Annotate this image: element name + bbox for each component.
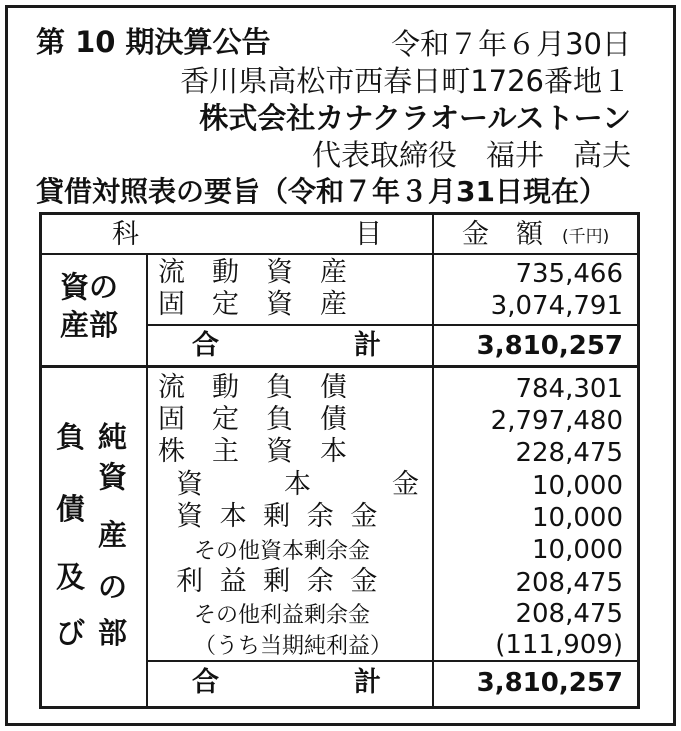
assets-section-label-1: 資の — [60, 270, 119, 304]
liab-section-char: 債 — [56, 492, 86, 526]
assets-total-value: 3,810,257 — [476, 331, 623, 361]
notice-date: 令和７年６月30日 — [391, 27, 631, 61]
liab-row-value: 208,475 — [515, 599, 623, 629]
balance-sheet-table — [39, 212, 640, 709]
asset-row-label: 固 定 資 産 — [158, 289, 347, 320]
assets-section-label-2: 産部 — [60, 308, 119, 342]
liab-section-char: 産 — [98, 518, 128, 552]
liab-row-value: 10,000 — [532, 503, 623, 533]
liab-section-char: 負 — [56, 420, 86, 454]
header-divider — [42, 253, 637, 255]
liab-section-char: 純 — [98, 420, 128, 454]
liab-row-value: 208,475 — [515, 568, 623, 598]
col-header-amount: 金 額 — [462, 219, 543, 250]
liabilities-total-label: 合 計 — [192, 667, 381, 698]
liab-row-label: （うち当期純利益） — [194, 634, 393, 659]
summary-title: 貸借対照表の要旨（令和７年３月31日現在） — [36, 175, 607, 208]
liab-row-label: 利 益 剰 余 金 — [176, 566, 382, 597]
liab-row-value: 784,301 — [515, 374, 623, 404]
liab-section-char: び — [56, 616, 86, 650]
company-name: 株式会社カナクラオールストーン — [199, 101, 631, 135]
asset-row-value: 735,466 — [515, 259, 623, 289]
col-header-unit: (千円) — [562, 227, 610, 247]
liab-section-char: 及 — [56, 560, 86, 594]
liab-section-char: 部 — [98, 616, 128, 650]
liab-row-value: 2,797,480 — [490, 406, 623, 436]
liab-section-char: 資 — [98, 460, 128, 494]
notice-title: 第 10 期決算公告 — [36, 25, 271, 59]
liab-row-label: 固 定 負 債 — [158, 404, 347, 435]
liabilities-total-divider — [146, 660, 637, 662]
assets-section-divider — [42, 365, 637, 368]
col-header-item: 科 目 — [112, 219, 382, 250]
liab-row-value: (111,909) — [495, 630, 623, 660]
liab-row-value: 228,475 — [515, 438, 623, 468]
company-address: 香川県高松市西春日町1726番地１ — [180, 64, 631, 98]
amount-col-divider — [432, 215, 434, 706]
asset-row-value: 3,074,791 — [490, 291, 623, 321]
liab-row-label: その他利益剰余金 — [194, 603, 371, 628]
liab-row-label: 流 動 負 債 — [158, 372, 347, 403]
liab-row-label: 資 本 剰 余 金 — [176, 501, 382, 532]
liab-row-label: その他資本剰余金 — [194, 539, 371, 564]
section-col-divider — [146, 253, 148, 706]
representative: 代表取締役 福井 高夫 — [311, 138, 631, 172]
liab-row-value: 10,000 — [532, 471, 623, 501]
assets-total-label: 合 計 — [192, 330, 381, 361]
asset-row-label: 流 動 資 産 — [158, 257, 347, 288]
assets-total-divider — [146, 324, 637, 326]
liabilities-total-value: 3,810,257 — [476, 668, 623, 698]
liab-row-value: 10,000 — [532, 535, 623, 565]
liab-section-char: の — [98, 570, 128, 604]
liab-row-label: 株 主 資 本 — [158, 436, 347, 467]
liab-row-label: 資 本 金 — [176, 469, 419, 500]
